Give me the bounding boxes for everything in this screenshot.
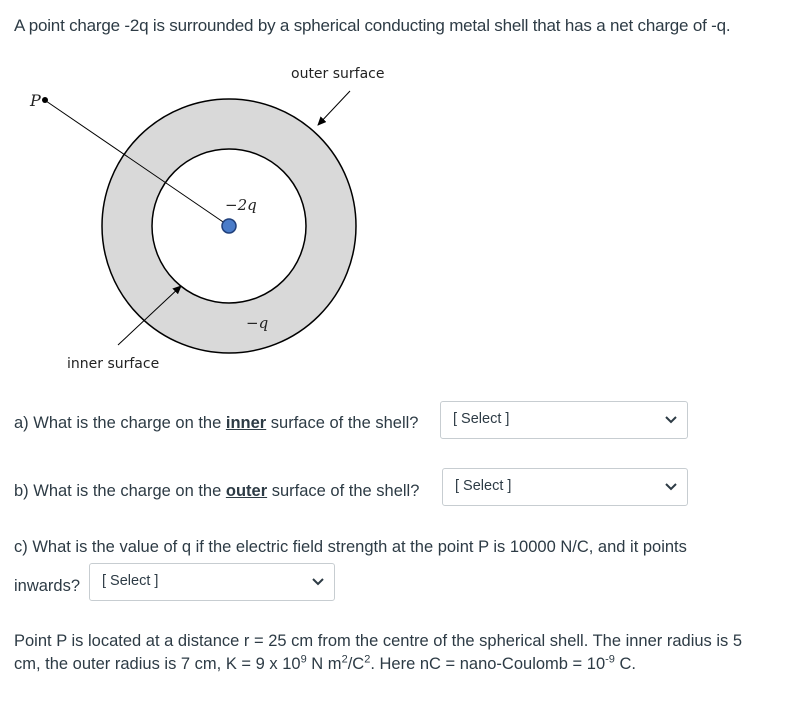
note-line-2: cm, the outer radius is 7 cm, K = 9 x $10^9$ N $m^2/C^2$. Here nC = nano-Coulomb = $10^{-9}$ C. — [14, 653, 636, 673]
answer-c-select-value: [ Select ] — [102, 573, 159, 589]
answer-b-select[interactable] — [442, 468, 688, 506]
outer-surface-label: outer surface — [291, 66, 385, 82]
answer-b-select-value: [ Select ] — [455, 478, 512, 494]
shell-diagram — [0, 55, 420, 385]
chevron-down-icon — [665, 483, 677, 491]
chevron-down-icon — [665, 416, 677, 424]
question-b-suffix: surface of the shell? — [267, 482, 420, 500]
answer-c-select[interactable] — [89, 563, 335, 601]
chevron-down-icon — [312, 578, 324, 586]
center-charge-label: −2q — [225, 196, 257, 214]
question-b-prefix: b) What is the charge on the — [14, 482, 226, 500]
note-line-1: Point P is located at a distance r = 25 cm from the centre of the spherical shell. The inner radius is 5 — [14, 632, 743, 650]
question-c-line1: c) What is the value of q if the electric field strength at the point P is 10000 N/C, and it points — [14, 538, 687, 556]
question-a-suffix: surface of the shell? — [266, 414, 419, 432]
question-a-prefix: a) What is the charge on the — [14, 414, 226, 432]
point-p-dot — [42, 97, 48, 103]
answer-a-select[interactable] — [440, 401, 688, 439]
question-a — [14, 414, 418, 433]
outer-surface-arrow — [318, 91, 350, 125]
question-a-emphasis: inner — [225, 414, 267, 432]
shell-charge-label: −q — [246, 314, 269, 332]
question-c-line2: inwards? — [14, 577, 81, 595]
question-b — [14, 482, 419, 501]
problem-intro: A point charge -2q is surrounded by a spherical conducting metal shell that has a net charge of -q. — [14, 16, 731, 35]
point-p-label: P — [30, 91, 41, 110]
inner-surface-label: inner surface — [67, 356, 160, 372]
answer-a-select-value: [ Select ] — [453, 411, 510, 427]
problem-note — [14, 630, 784, 676]
question-b-emphasis: outer — [225, 482, 268, 500]
center-charge-dot — [222, 219, 236, 233]
